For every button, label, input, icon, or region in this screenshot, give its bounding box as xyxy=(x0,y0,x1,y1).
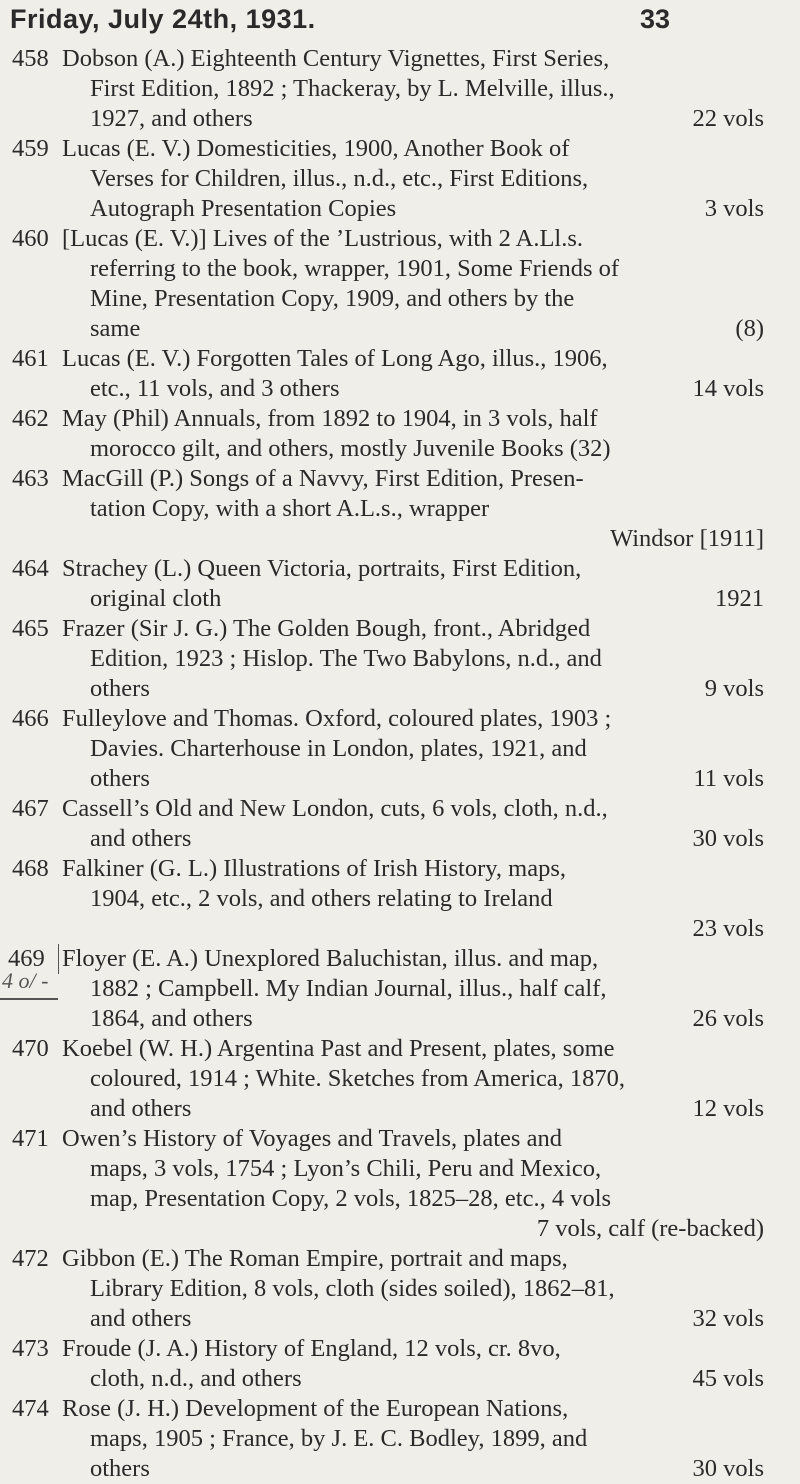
lot-line: morocco gilt, and others, mostly Juvenile Books (32) xyxy=(90,435,611,462)
lot-description xyxy=(62,854,764,944)
lot-quantity: 9 vols xyxy=(704,675,764,702)
lot-line: Cassell’s Old and New London, cuts, 6 vols, cloth, n.d., xyxy=(62,795,608,822)
lot-last-line xyxy=(62,1454,764,1484)
lot-entry xyxy=(0,854,800,944)
lot-description xyxy=(62,794,764,854)
lot-line: Library Edition, 8 vols, cloth (sides soiled), 1862–81, xyxy=(90,1275,615,1302)
lot-last-line xyxy=(62,1094,764,1124)
lot-last-line xyxy=(62,1004,764,1034)
lot-line: tation Copy, with a short A.L.s., wrapper xyxy=(90,495,490,522)
lot-last-line xyxy=(62,824,764,854)
lot-number: 458 xyxy=(12,45,49,72)
lot-entry xyxy=(0,464,800,554)
lot-last-line-text: original cloth xyxy=(90,585,222,612)
lot-number: 473 xyxy=(12,1335,49,1362)
lot-last-line xyxy=(62,674,764,704)
lot-last-line-text: and others xyxy=(90,825,192,852)
lot-last-line xyxy=(62,1304,764,1334)
lot-quantity: 22 vols xyxy=(692,105,764,132)
lot-line: Koebel (W. H.) Argentina Past and Present, plates, some xyxy=(62,1035,615,1062)
lot-last-line-text: 1864, and others xyxy=(90,1005,253,1032)
lot-entry xyxy=(0,224,800,344)
lot-line: MacGill (P.) Songs of a Navvy, First Edition, Presen- xyxy=(62,465,584,492)
lot-last-line-text: etc., 11 vols, and 3 others xyxy=(90,375,340,402)
lot-line: Fulleylove and Thomas. Oxford, coloured plates, 1903 ; xyxy=(62,705,612,732)
lot-quantity: 7 vols, calf (re-backed) xyxy=(536,1215,764,1242)
lot-last-line-text: 1927, and others xyxy=(90,105,253,132)
lot-description xyxy=(62,554,764,614)
lot-entry xyxy=(0,1124,800,1244)
lot-entry xyxy=(0,794,800,854)
lot-entry xyxy=(0,554,800,614)
lot-quantity: 14 vols xyxy=(692,375,764,402)
lot-line: 1882 ; Campbell. My Indian Journal, illus., half calf, xyxy=(90,975,607,1002)
lot-line: Rose (J. H.) Development of the European Nations, xyxy=(62,1395,569,1422)
lot-line: Lucas (E. V.) Forgotten Tales of Long Ago, illus., 1906, xyxy=(62,345,608,372)
lot-number: 470 xyxy=(12,1035,49,1062)
lot-line: Froude (J. A.) History of England, 12 vols, cr. 8vo, xyxy=(62,1335,561,1362)
lot-line: 1904, etc., 2 vols, and others relating to Ireland xyxy=(90,885,553,912)
lot-line: Mine, Presentation Copy, 1909, and others by the xyxy=(90,285,575,312)
lot-line: First Edition, 1892 ; Thackeray, by L. Melville, illus., xyxy=(90,75,615,102)
page-title: Friday, July 24th, 1931. xyxy=(10,4,316,34)
lot-description xyxy=(62,614,764,704)
lot-entry xyxy=(0,1244,800,1334)
lot-number: 463 xyxy=(12,465,49,492)
lot-line: Falkiner (G. L.) Illustrations of Irish History, maps, xyxy=(62,855,566,882)
lot-last-line xyxy=(62,1214,764,1244)
lot-number: 464 xyxy=(12,555,49,582)
lot-line: [Lucas (E. V.)] Lives of the ’Lustrious, with 2 A.Ll.s. xyxy=(62,225,584,252)
lot-last-line xyxy=(62,314,764,344)
lot-last-line-text: others xyxy=(90,765,150,792)
lot-number: 465 xyxy=(12,615,49,642)
lot-quantity: 12 vols xyxy=(692,1095,764,1122)
lot-number: 459 xyxy=(12,135,49,162)
lot-list xyxy=(0,44,800,1484)
lot-last-line xyxy=(62,764,764,794)
lot-quantity: 30 vols xyxy=(692,1455,764,1482)
lot-entry xyxy=(0,1034,800,1124)
lot-last-line xyxy=(62,584,764,614)
lot-entry xyxy=(0,44,800,134)
lot-line: Owen’s History of Voyages and Travels, plates and xyxy=(62,1125,562,1152)
lot-number: 474 xyxy=(12,1395,49,1422)
lot-line: Edition, 1923 ; Hislop. The Two Babylons, n.d., and xyxy=(90,645,602,672)
lot-description xyxy=(62,944,764,1034)
lot-last-line-text: and others xyxy=(90,1305,192,1332)
lot-entry xyxy=(0,404,800,464)
lot-number: 462 xyxy=(12,405,49,432)
lot-line: referring to the book, wrapper, 1901, Some Friends of xyxy=(90,255,620,282)
lot-quantity: (8) xyxy=(735,315,764,342)
handwritten-margin-note: 4 o/ - xyxy=(2,968,49,993)
lot-last-line-text: others xyxy=(90,675,150,702)
lot-description xyxy=(62,1394,764,1484)
page-header xyxy=(0,4,800,38)
lot-line: Lucas (E. V.) Domesticities, 1900, Another Book of xyxy=(62,135,570,162)
lot-line: Frazer (Sir J. G.) The Golden Bough, front., Abridged xyxy=(62,615,591,642)
page-number: 33 xyxy=(640,4,671,34)
lot-description xyxy=(62,344,764,404)
lot-line: Davies. Charterhouse in London, plates, 1921, and xyxy=(90,735,587,762)
lot-line: Floyer (E. A.) Unexplored Baluchistan, illus. and map, xyxy=(62,945,599,972)
lot-number: 469 xyxy=(8,944,59,974)
lot-last-line-text: others xyxy=(90,1455,150,1482)
lot-entry xyxy=(0,1394,800,1484)
lot-last-line xyxy=(62,1364,764,1394)
lot-line: maps, 3 vols, 1754 ; Lyon’s Chili, Peru and Mexico, xyxy=(90,1155,602,1182)
lot-description xyxy=(62,404,764,464)
lot-quantity: 32 vols xyxy=(692,1305,764,1332)
lot-quantity: 30 vols xyxy=(692,825,764,852)
lot-quantity: Windsor [1911] xyxy=(610,525,764,552)
lot-entry xyxy=(0,704,800,794)
lot-last-line xyxy=(62,374,764,404)
lot-description xyxy=(62,134,764,224)
lot-last-line-text: cloth, n.d., and others xyxy=(90,1365,302,1392)
lot-line: Strachey (L.) Queen Victoria, portraits, First Edition, xyxy=(62,555,582,582)
lot-number: 472 xyxy=(12,1245,49,1272)
lot-number: 461 xyxy=(12,345,49,372)
lot-quantity: 45 vols xyxy=(692,1365,764,1392)
lot-description xyxy=(62,224,764,344)
lot-description xyxy=(62,1244,764,1334)
lot-last-line-text: same xyxy=(90,315,141,342)
lot-entry xyxy=(0,944,800,1034)
lot-number: 460 xyxy=(12,225,49,252)
lot-description xyxy=(62,464,764,554)
lot-entry xyxy=(0,1334,800,1394)
lot-line: May (Phil) Annuals, from 1892 to 1904, in 3 vols, half xyxy=(62,405,598,432)
lot-quantity: 26 vols xyxy=(692,1005,764,1032)
lot-line: Verses for Children, illus., n.d., etc., First Editions, xyxy=(90,165,589,192)
lot-quantity: 1921 xyxy=(715,585,764,612)
lot-entry xyxy=(0,134,800,224)
lot-last-line xyxy=(62,194,764,224)
lot-entry xyxy=(0,614,800,704)
lot-last-line-text: Autograph Presentation Copies xyxy=(90,195,397,222)
lot-quantity: 11 vols xyxy=(693,765,764,792)
lot-number: 471 xyxy=(12,1125,49,1152)
lot-description xyxy=(62,704,764,794)
lot-last-line-text: and others xyxy=(90,1095,192,1122)
lot-line: coloured, 1914 ; White. Sketches from America, 1870, xyxy=(90,1065,626,1092)
lot-line: Gibbon (E.) The Roman Empire, portrait and maps, xyxy=(62,1245,568,1272)
lot-entry xyxy=(0,344,800,404)
lot-number: 468 xyxy=(12,855,49,882)
lot-description xyxy=(62,1034,764,1124)
lot-last-line xyxy=(62,524,764,554)
lot-last-line xyxy=(62,104,764,134)
lot-last-line xyxy=(62,914,764,944)
lot-quantity: 3 vols xyxy=(704,195,764,222)
lot-line: Dobson (A.) Eighteenth Century Vignettes, First Series, xyxy=(62,45,610,72)
lot-description xyxy=(62,1124,764,1244)
lot-description xyxy=(62,44,764,134)
lot-line: maps, 1905 ; France, by J. E. C. Bodley, 1899, and xyxy=(90,1425,588,1452)
lot-quantity: 23 vols xyxy=(692,915,764,942)
lot-description xyxy=(62,1334,764,1394)
lot-line: map, Presentation Copy, 2 vols, 1825–28, etc., 4 vols xyxy=(90,1185,612,1212)
lot-number: 466 xyxy=(12,705,49,732)
lot-number: 467 xyxy=(12,795,49,822)
